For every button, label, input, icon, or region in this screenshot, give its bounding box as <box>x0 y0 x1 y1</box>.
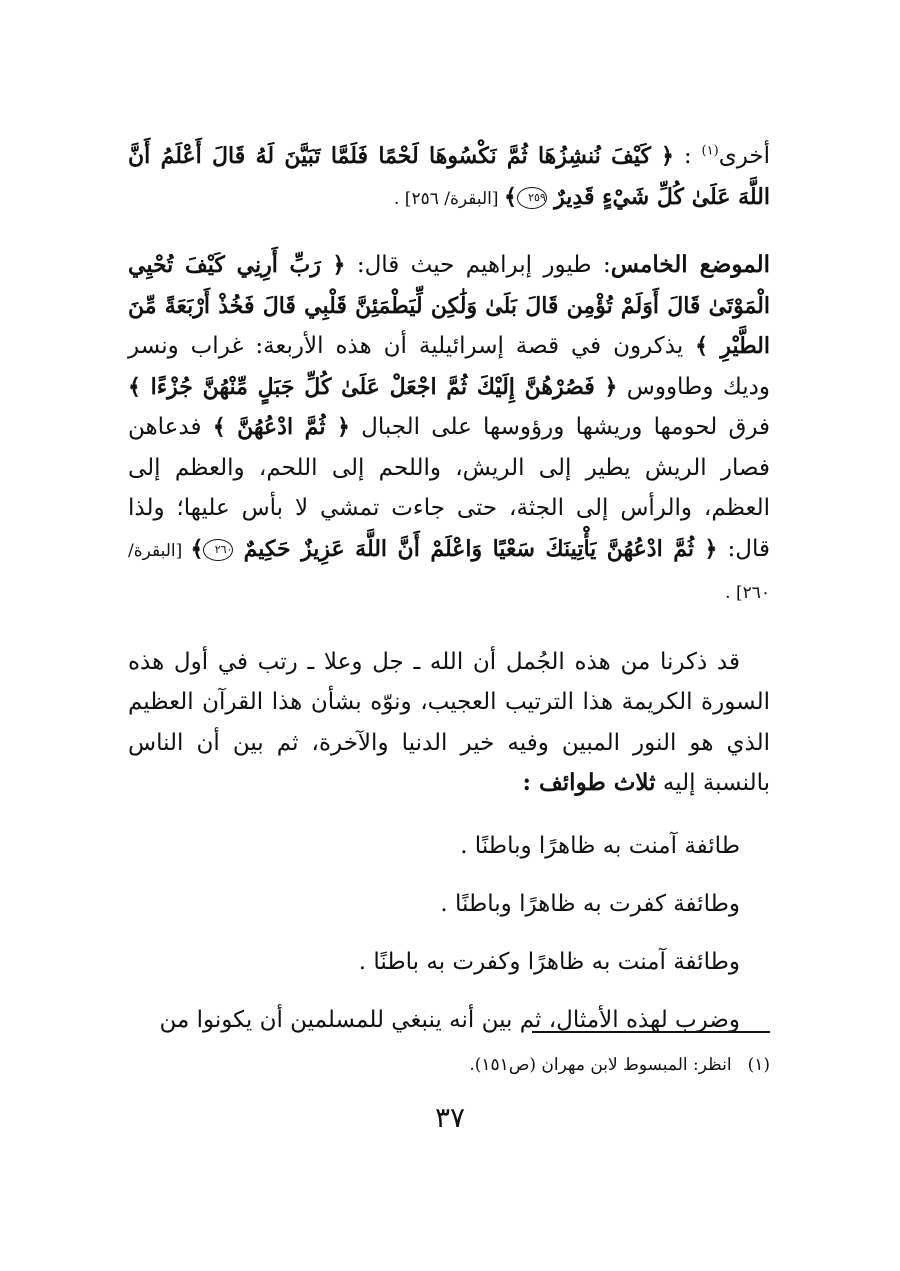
paragraph-1-colon: : <box>673 143 702 169</box>
footnote-divider <box>532 1031 770 1033</box>
quran-verse-1: كَيْفَ نُنشِزُهَا ثُمَّ نَكْسُوهَا لَحْمًا فَلَمَّا تَبَيَّنَ لَهُ قَالَ أَعْلَمُ أَنَّ اللَّهَ عَلَىٰ كُلِّ شَيْءٍ قَدِيرٌ <box>128 143 770 210</box>
last-paragraph: وضرب لهذه الأمثال، ثم بين أنه ينبغي للمسلمين أن يكونوا من <box>159 1006 740 1033</box>
group-item-2: وطائفة كفرت به ظاهرًا وباطنًا . <box>440 890 740 917</box>
footnote-number: (١) <box>747 1055 770 1075</box>
page-body <box>128 136 770 1040</box>
section-heading: الموضع الخامس <box>610 251 771 278</box>
surah-reference: [البقرة/ ٢٥٦] . <box>393 188 504 209</box>
footnote <box>130 1050 770 1080</box>
paragraph-2 <box>128 245 770 614</box>
page-number: ٣٧ <box>434 1101 466 1134</box>
group-item-1: طائفة آمنت به ظاهرًا وباطنًا . <box>460 832 740 859</box>
surah-reference: [البقرة/ ٢٦٠] . <box>128 540 770 603</box>
paragraph-1-lead: أخرى <box>718 143 770 169</box>
footnote-text: انظر: المبسوط لابن مهران (ص١٥١). <box>469 1055 732 1075</box>
paragraph-2-text-1: يذكرون في قصة إسرائيلية أن هذه الأربعة: غراب ونسر وديك وطاووس <box>128 333 770 400</box>
quran-verse-2a: ﴿ رَبِّ أَرِنِي كَيْفَ تُحْيِي الْمَوْتَىٰ قَالَ أَوَلَمْ تُؤْمِن قَالَ بَلَىٰ وَلَٰكِن لِّيَطْمَئِنَّ قَلْبِي قَالَ فَخُذْ أَرْبَعَةً مِّنَ الطَّيْرِ ﴾ <box>128 252 770 359</box>
paragraph-3-text: قد ذكرنا من هذه الجُمل أن الله ـ جل وعلا ـ رتب في أول هذه السورة الكريمة هذا الترتيب العجيب، ونوّه بشأن هذا القرآن العظيم الذي هو النور المبين وفيه خير الدنيا والآخرة، ثم بين أن الناس بالنسبة إليه <box>128 648 770 796</box>
ayah-number-mark: ٢٦٠ <box>203 539 233 561</box>
paragraph-3-bold: ثلاث طوائف : <box>522 769 656 796</box>
paragraph-2-text-3: فدعاهن فصار الريش يطير إلى الريش، واللحم إلى اللحم، والعظم إلى العظم، والرأس إلى الجثة، حتى جاءت تمشي لا بأس عليها؛ ولذا قال: <box>128 414 770 562</box>
quran-verse-2c: ﴿ ثُمَّ ادْعُهُنَّ ﴾ <box>212 414 350 440</box>
paragraph-2-intro: : طيور إبراهيم حيث قال: <box>345 252 611 278</box>
quran-bracket-close: ﴾ <box>190 535 204 562</box>
quran-verse-2d: ﴿ ثُمَّ ادْعُهُنَّ يَأْتِينَكَ سَعْيًا وَاعْلَمْ أَنَّ اللَّهَ عَزِيزٌ حَكِيمٌ <box>243 535 718 562</box>
paragraph-1 <box>128 136 770 219</box>
footnote-reference[interactable]: (١) <box>701 143 719 159</box>
ayah-number-mark: ٢٥٩ <box>517 187 547 209</box>
quran-verse-2b: ﴿ فَصُرْهُنَّ إِلَيْكَ ثُمَّ اجْعَلْ عَلَىٰ كُلِّ جَبَلٍ مِّنْهُنَّ جُزْءًا ﴾ <box>128 373 618 400</box>
quran-bracket-close: ﴾ <box>503 183 517 210</box>
group-item-3: وطائفة آمنت به ظاهرًا وكفرت به باطنًا . <box>358 948 740 975</box>
quran-bracket-open: ﴿ <box>660 143 674 169</box>
paragraph-2-text-2: فرق لحومها وريشها ورؤوسها على الجبال <box>349 414 771 440</box>
paragraph-3 <box>128 642 770 804</box>
